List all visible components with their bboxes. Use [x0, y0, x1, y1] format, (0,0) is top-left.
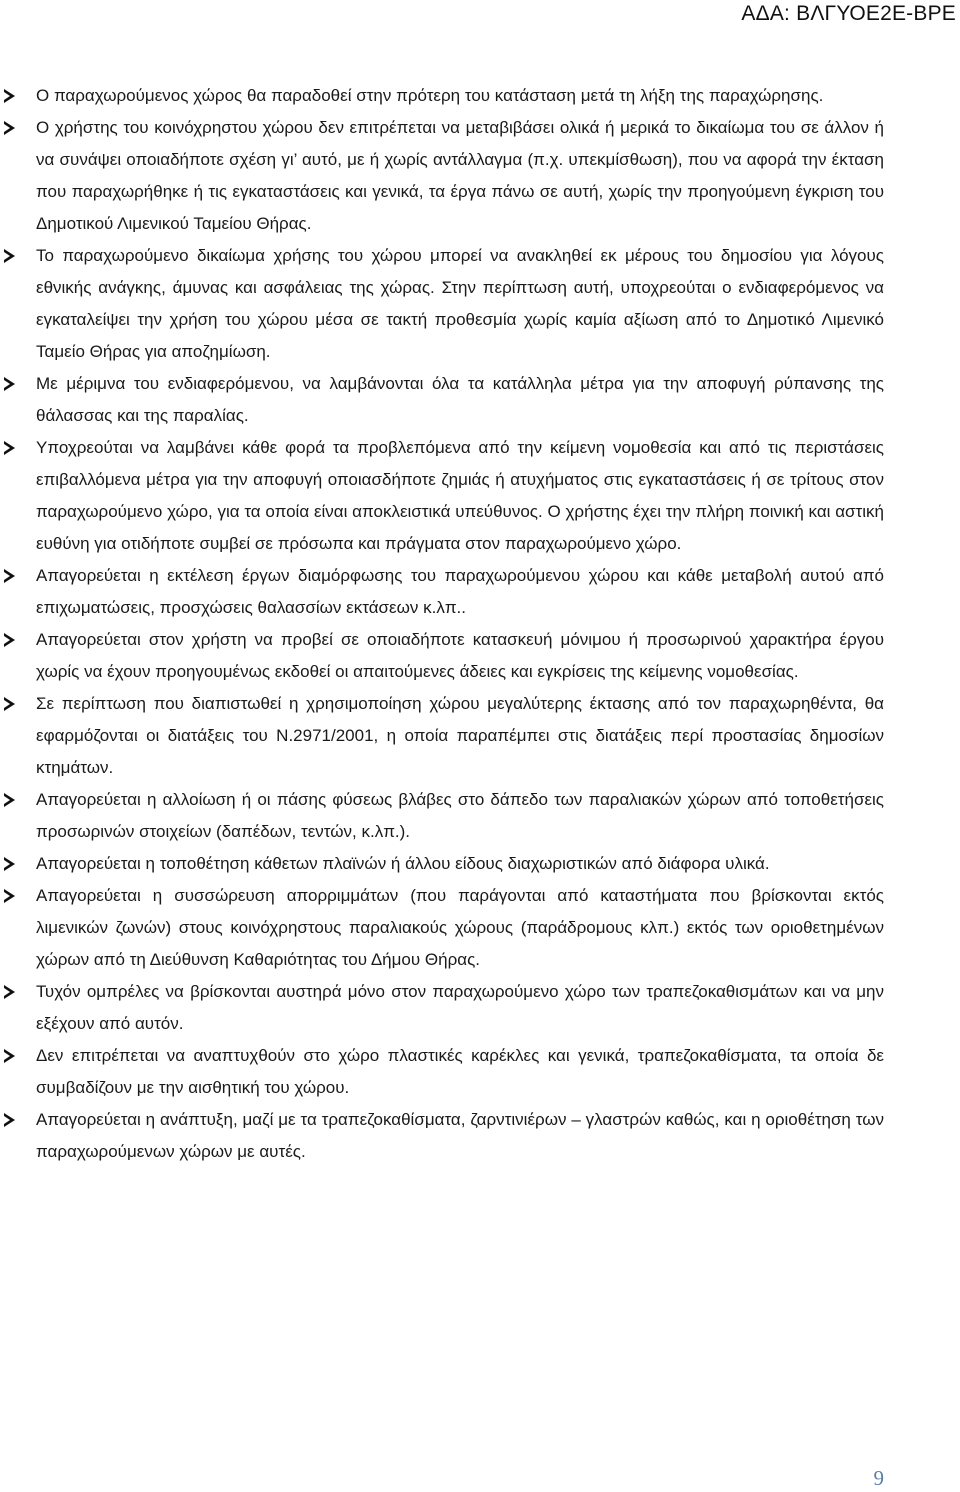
list-item-text: Ο παραχωρούμενος χώρος θα παραδοθεί στην πρότερη του κατάσταση μετά τη λήξη της παραχώρησης.	[36, 86, 824, 105]
arrow-bullet-icon	[4, 1049, 15, 1063]
list-item	[0, 432, 960, 560]
arrow-bullet-icon	[4, 889, 15, 903]
list-item	[0, 976, 960, 1040]
list-item	[0, 784, 960, 848]
list-item	[0, 688, 960, 784]
list-item	[0, 1104, 960, 1168]
arrow-bullet-icon	[4, 633, 15, 647]
list-item-text: Απαγορεύεται η αλλοίωση ή οι πάσης φύσεως βλάβες στο δάπεδο των παραλιακών χώρων από τοποθετήσεις προσωρινών στοιχείων (δαπέδων, τεντών, κ.λπ.).	[36, 790, 884, 841]
list-item-text: Τυχόν ομπρέλες να βρίσκονται αυστηρά μόνο στον παραχωρούμενο χώρο των τραπεζοκαθισμάτων και να μην εξέχουν από αυτόν.	[36, 982, 884, 1033]
arrow-bullet-icon	[4, 857, 15, 871]
list-item-text: Σε περίπτωση που διαπιστωθεί η χρησιμοποίηση χώρου μεγαλύτερης έκτασης από τον παραχωρηθέντα, θα εφαρμόζονται οι διατάξεις του Ν.2971/2001, η οποία παραπέμπει στις διατάξεις περί προστασίας δημοσίων κτημάτων.	[36, 694, 884, 777]
page-number: 9	[873, 1466, 884, 1490]
arrow-bullet-icon	[4, 793, 15, 807]
list-item	[0, 880, 960, 976]
arrow-bullet-icon	[4, 89, 15, 103]
list-item	[0, 112, 960, 240]
list-item-text: Ο χρήστης του κοινόχρηστου χώρου δεν επιτρέπεται να μεταβιβάσει ολικά ή μερικά το δικαίωμα του σε άλλον ή να συνάψει οποιαδήποτε σχέση γι’ αυτό, με ή χωρίς αντάλλαγμα (π.χ. υπεκμίσθωση), που να αφορά την έκταση που παραχωρήθηκε ή τις εγκαταστάσεις και γενικά, τα έργα πάνω σε αυτή, χωρίς την προηγούμενη έγκριση του Δημοτικού Λιμενικού Ταμείου Θήρας.	[36, 118, 884, 233]
arrow-bullet-icon	[4, 1113, 15, 1127]
arrow-bullet-icon	[4, 697, 15, 711]
list-item-text: Απαγορεύεται η ανάπτυξη, μαζί με τα τραπεζοκαθίσματα, ζαρντινιέρων – γλαστρών καθώς, και η οριοθέτηση των παραχωρούμενων χώρων με αυτές.	[36, 1110, 884, 1161]
list-item-text: Το παραχωρούμενο δικαίωμα χρήσης του χώρου μπορεί να ανακληθεί εκ μέρους του δημοσίου για λόγους εθνικής ανάγκης, άμυνας και ασφάλειας της χώρας. Στην περίπτωση αυτή, υποχρεούται ο ενδιαφερόμενος να εγκαταλείψει την χρήση του χώρου μέσα σε τακτή προθεσμία χωρίς καμία αξίωση από το Δημοτικό Λιμενικό Ταμείο Θήρας για αποζημίωση.	[36, 246, 884, 361]
list-item	[0, 848, 960, 880]
ada-code: ΑΔΑ: ΒΛΓΥΟΕ2Ε-ΒΡΕ	[741, 2, 956, 25]
arrow-bullet-icon	[4, 249, 15, 263]
list-item-text: Με μέριμνα του ενδιαφερόμενου, να λαμβάνονται όλα τα κατάλληλα μέτρα για την αποφυγή ρύπανσης της θάλασσας και της παραλίας.	[36, 374, 884, 425]
list-item	[0, 80, 960, 112]
list-item	[0, 240, 960, 368]
list-item-text: Απαγορεύεται η συσσώρευση απορριμμάτων (που παράγονται από καταστήματα που βρίσκονται εκτός λιμενικών ζωνών) στους κοινόχρηστους παραλιακούς χώρους (παράδρομους κλπ.) εκτός των οριοθετημένων χώρων από τη Διεύθυνση Καθαριότητας του Δήμου Θήρας.	[36, 886, 884, 969]
arrow-bullet-icon	[4, 377, 15, 391]
arrow-bullet-icon	[4, 441, 15, 455]
arrow-bullet-icon	[4, 985, 15, 999]
list-item	[0, 624, 960, 688]
list-item-text: Απαγορεύεται η τοποθέτηση κάθετων πλαϊνών ή άλλου είδους διαχωριστικών από διάφορα υλικά.	[36, 854, 770, 873]
list-item	[0, 1040, 960, 1104]
arrow-bullet-icon	[4, 569, 15, 583]
list-item-text: Δεν επιτρέπεται να αναπτυχθούν στο χώρο πλαστικές καρέκλες και γενικά, τραπεζοκαθίσματα, τα οποία δε συμβαδίζουν με την αισθητική του χώρου.	[36, 1046, 884, 1097]
list-item-text: Απαγορεύεται η εκτέλεση έργων διαμόρφωσης του παραχωρούμενου χώρου και κάθε μεταβολή αυτού από επιχωματώσεις, προσχώσεις θαλασσίων εκτάσεων κ.λπ..	[36, 566, 884, 617]
arrow-bullet-icon	[4, 121, 15, 135]
terms-list	[0, 80, 960, 1168]
list-item-text: Απαγορεύεται στον χρήστη να προβεί σε οποιαδήποτε κατασκευή μόνιμου ή προσωρινού χαρακτήρα έργου χωρίς να έχουν προηγουμένως εκδοθεί οι απαιτούμενες άδειες και εγκρίσεις της κείμενης νομοθεσίας.	[36, 630, 884, 681]
list-item	[0, 560, 960, 624]
list-item	[0, 368, 960, 432]
list-item-text: Υποχρεούται να λαμβάνει κάθε φορά τα προβλεπόμενα από την κείμενη νομοθεσία και από τις περιστάσεις επιβαλλόμενα μέτρα για την αποφυγή οποιασδήποτε ζημιάς ή ατυχήματος στις εγκαταστάσεις ή σε τρίτους στον παραχωρούμενο χώρο, για τα οποία είναι αποκλειστικά υπεύθυνος. Ο χρήστης έχει την πλήρη ποινική και αστική ευθύνη για οτιδήποτε συμβεί σε πρόσωπα και πράγματα στον παραχωρούμενο χώρο.	[36, 438, 884, 553]
